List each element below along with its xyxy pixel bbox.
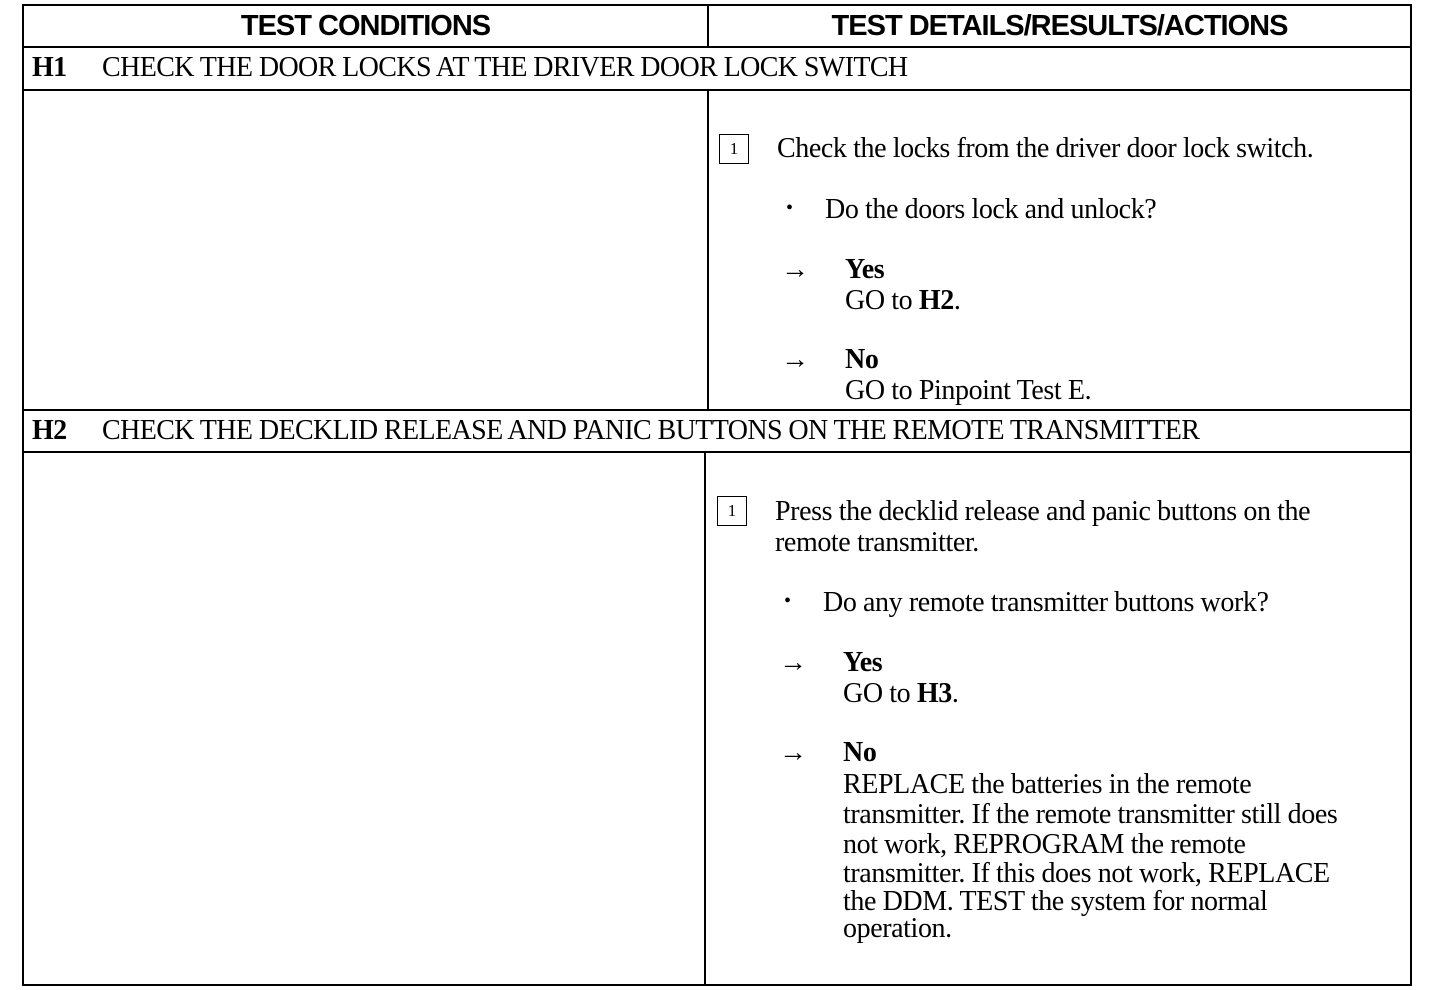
column-header-details: TEST DETAILS/RESULTS/ACTIONS xyxy=(831,10,1288,42)
h2-column-divider xyxy=(704,451,706,986)
step-number-box: 1 xyxy=(717,496,747,526)
action-ref: H2 xyxy=(918,285,954,316)
arrow-right-icon: → xyxy=(779,737,807,768)
result-yes-label: Yes xyxy=(843,647,883,678)
bullet-icon: • xyxy=(784,590,792,612)
result-no-label: No xyxy=(843,737,877,768)
step-instruction: Check the locks from the driver door lock switch. xyxy=(777,133,1314,164)
result-no-action: GO to Pinpoint Test E. xyxy=(845,375,1092,406)
step-number-box: 1 xyxy=(719,134,749,164)
column-header-conditions: TEST CONDITIONS xyxy=(240,10,491,42)
result-yes-action xyxy=(845,286,960,316)
arrow-right-icon: → xyxy=(779,647,807,678)
h1-title-divider xyxy=(22,89,1412,91)
arrow-right-icon: → xyxy=(781,344,809,375)
test-id: H2 xyxy=(32,415,67,446)
result-no-action-line: the DDM. TEST the system for normal xyxy=(843,886,1268,917)
h2-title-divider xyxy=(22,451,1412,453)
header-divider xyxy=(22,46,1412,48)
step-instruction-line-2: remote transmitter. xyxy=(775,527,979,558)
step-instruction-line-1: Press the decklid release and panic buttons on the xyxy=(775,496,1311,527)
result-yes-action xyxy=(843,679,958,709)
result-no-action-line: REPLACE the batteries in the remote xyxy=(843,769,1252,800)
action-punct: . xyxy=(951,678,959,709)
result-no-label: No xyxy=(845,344,879,375)
action-ref: H3 xyxy=(916,678,952,709)
result-no-action-line: not work, REPROGRAM the remote xyxy=(843,829,1246,860)
result-yes-label: Yes xyxy=(845,254,885,285)
result-no-action-line: transmitter. If this does not work, REPLACE xyxy=(843,858,1330,889)
test-h1-title xyxy=(32,52,908,84)
step-question: Do the doors lock and unlock? xyxy=(825,194,1157,225)
h1-column-divider xyxy=(707,89,709,409)
result-no-action-line: operation. xyxy=(843,913,952,944)
action-text: GO to xyxy=(843,678,917,709)
result-no-action-line: transmitter. If the remote transmitter still does xyxy=(843,799,1338,830)
arrow-right-icon: → xyxy=(781,254,809,285)
test-id: H1 xyxy=(32,52,67,83)
test-title-text: CHECK THE DOOR LOCKS AT THE DRIVER DOOR LOCK SWITCH xyxy=(102,52,908,83)
action-text: GO to xyxy=(845,285,919,316)
test-title-text: CHECK THE DECKLID RELEASE AND PANIC BUTTONS ON THE REMOTE TRANSMITTER xyxy=(102,415,1200,446)
step-question: Do any remote transmitter buttons work? xyxy=(823,587,1269,618)
test-h2-title xyxy=(32,415,1199,447)
action-punct: . xyxy=(953,285,961,316)
bullet-icon: • xyxy=(786,197,794,219)
h1-end-divider xyxy=(22,409,1412,411)
